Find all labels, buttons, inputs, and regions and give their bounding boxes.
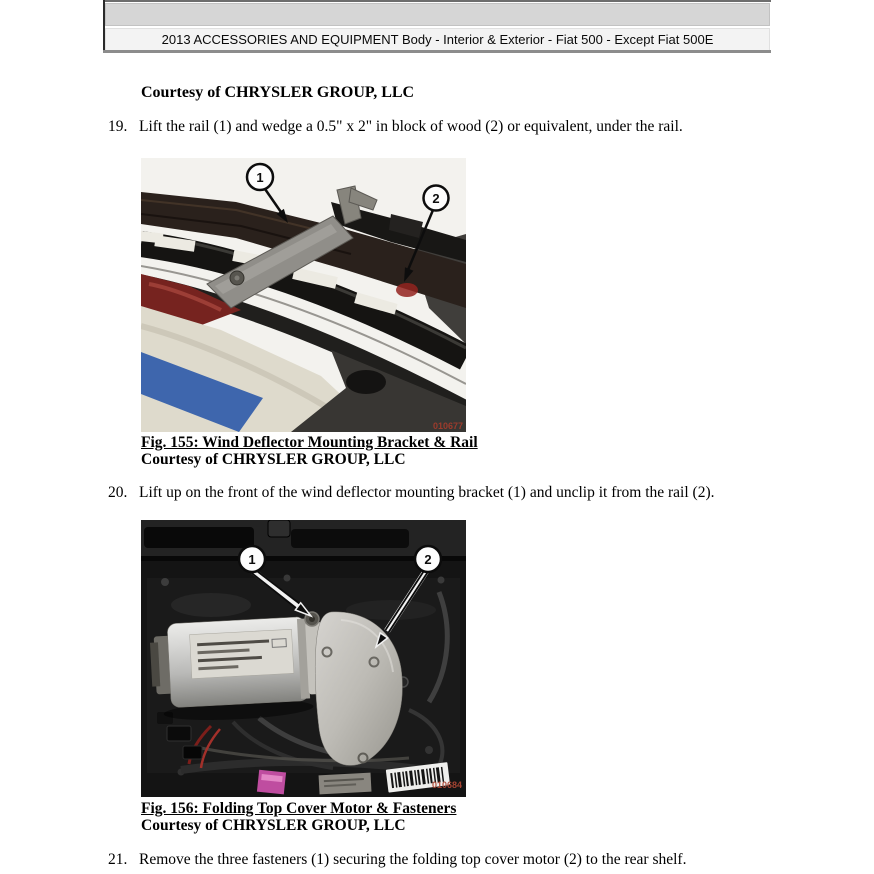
fig155-watermark: 010677 bbox=[432, 421, 463, 431]
figure-156-caption-block bbox=[141, 801, 456, 834]
figure-156-image bbox=[141, 520, 466, 797]
step-text: Lift up on the front of the wind deflector mounting bracket (1) and unclip it from the rail (2). bbox=[139, 484, 715, 501]
fig155-red-glow bbox=[396, 283, 418, 297]
step-text: Lift the rail (1) and wedge a 0.5" x 2" in block of wood (2) or equivalent, under the rail. bbox=[139, 118, 683, 135]
page-header-frame bbox=[103, 0, 771, 53]
fig156-callout-2-label: 2 bbox=[424, 552, 432, 567]
figure-155-caption: Fig. 155: Wind Deflector Mounting Bracket & Rail bbox=[141, 434, 478, 451]
fig156-callout-1-label: 1 bbox=[248, 552, 256, 567]
figure-155-image bbox=[141, 158, 466, 432]
step-item-20 bbox=[108, 484, 770, 501]
figure-156-courtesy: Courtesy of CHRYSLER GROUP, LLC bbox=[141, 816, 406, 834]
step-item-19 bbox=[108, 118, 770, 135]
step-number: 20. bbox=[108, 484, 128, 501]
fig156-white-sticker bbox=[319, 773, 372, 795]
header-bottom-border bbox=[103, 50, 771, 53]
step-text: Remove the three fasteners (1) securing the folding top cover motor (2) to the rear shelf. bbox=[139, 851, 687, 868]
header-blank-strip bbox=[105, 3, 770, 26]
fig156-motor-label bbox=[190, 629, 294, 678]
figure-155-caption-block bbox=[141, 435, 478, 468]
fig155-callout-1-label: 1 bbox=[256, 170, 264, 185]
fig156-watermark: 010684 bbox=[431, 780, 462, 790]
fig156-pink-label bbox=[257, 770, 286, 795]
fig155-callout-2-label: 2 bbox=[432, 191, 440, 206]
courtesy-heading: Courtesy of CHRYSLER GROUP, LLC bbox=[141, 84, 415, 101]
step-item-21 bbox=[108, 851, 770, 868]
header-title: 2013 ACCESSORIES AND EQUIPMENT Body - Interior & Exterior - Fiat 500 - Except Fiat 500E bbox=[161, 32, 714, 47]
step-number: 19. bbox=[108, 118, 128, 135]
header-title-bar bbox=[105, 28, 770, 51]
step-number: 21. bbox=[108, 851, 128, 868]
header-left-border bbox=[103, 0, 105, 51]
figure-155-courtesy: Courtesy of CHRYSLER GROUP, LLC bbox=[141, 450, 406, 468]
header-top-border bbox=[103, 0, 771, 2]
figure-156-caption: Fig. 156: Folding Top Cover Motor & Fasteners bbox=[141, 800, 457, 817]
